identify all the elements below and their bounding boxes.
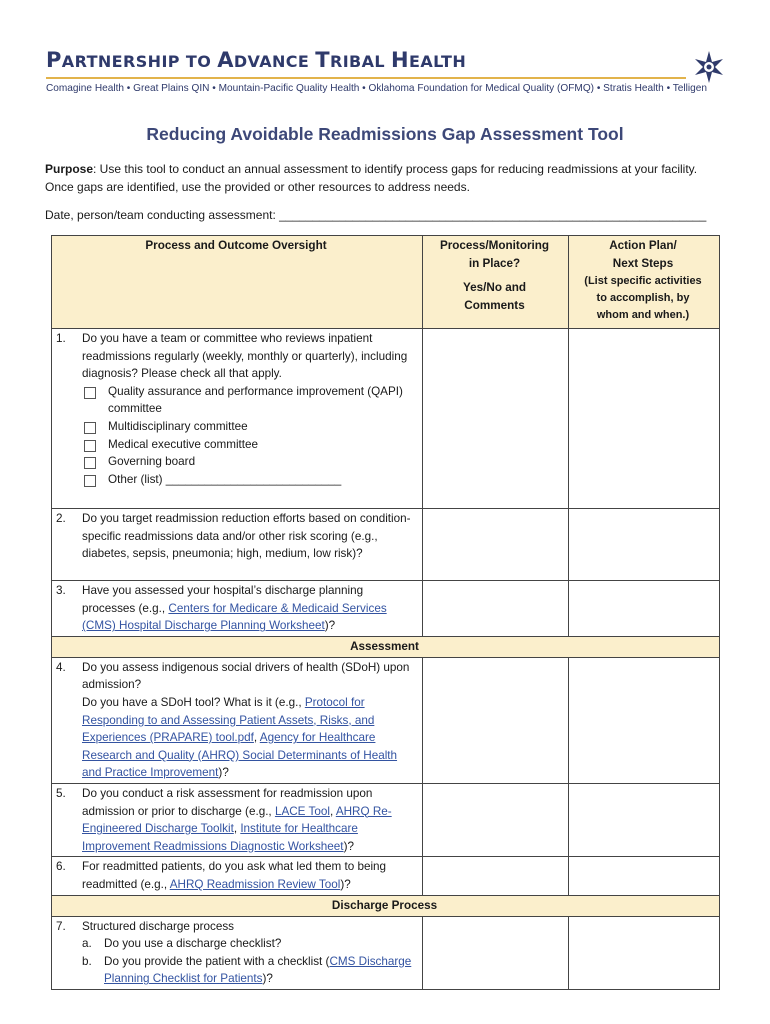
- lace-tool-link[interactable]: LACE Tool: [274, 804, 330, 818]
- table-row-q1: [52, 329, 720, 509]
- ahrq-readmission-review-link[interactable]: AHRQ Readmission Review Tool: [169, 877, 341, 891]
- question-number: 5.: [56, 786, 66, 800]
- cms-discharge-worksheet-link[interactable]: Centers for Medicare & Medicaid Services (CMS) Hospital Discharge Planning Worksheet: [82, 601, 387, 633]
- question-cell: 4. Do you assess indigenous social drivers of health (SDoH) upon admission? Do you have a SDoH tool? What is it (e.g., Protocol for Responding to and Assessing Patient Assets, Risks, and Experiences (PRAPARE) tool.pdf, Agency for Healthcare Research and Quality (AHRQ) Social Determinants of Health and Practice Improvement)?: [52, 657, 423, 783]
- committee-checklist: [82, 383, 416, 489]
- purpose-label: Purpose: [45, 162, 94, 176]
- table-row-q2: [52, 509, 720, 581]
- action-plan-answer[interactable]: [569, 916, 720, 989]
- purpose-text: : Use this tool to conduct an annual assessment to identify process gaps for reducing readmissions at your facility. Once gaps are identified, use the provided or other resources to address needs.: [45, 162, 698, 194]
- section-row-assessment: [52, 636, 720, 657]
- table-row-q7: [52, 916, 720, 989]
- process-monitoring-answer[interactable]: [423, 857, 569, 895]
- action-plan-answer[interactable]: [569, 509, 720, 581]
- checkbox-icon[interactable]: [84, 387, 96, 399]
- section-heading-discharge: Discharge Process: [52, 895, 720, 916]
- checklist-item[interactable]: Multidisciplinary committee: [82, 418, 416, 436]
- question-number: 4.: [56, 660, 66, 674]
- ahrq-sdoh-link[interactable]: Agency for Healthcare Research and Quality (AHRQ) Social Determinants of Health and Practice Improvement: [82, 731, 398, 780]
- table-row-q4: [52, 657, 720, 783]
- process-monitoring-answer[interactable]: [423, 657, 569, 783]
- question-text: Do you have a team or committee who reviews inpatient readmissions regularly (weekly, monthly or quarterly), including diagnosis? Please check all that apply.: [82, 332, 408, 381]
- question-text: Do you target readmission reduction efforts based on condition-specific readmissions data and/or other risk scoring (e.g., diabetes, sepsis, pneumonia; high, medium, low risk)?: [82, 512, 411, 561]
- question-cell: 7. Structured discharge process a. Do you use a discharge checklist? b. Do you provide the patient with a checklist (CMS Discharge Planning Checklist for Patients)?: [52, 916, 423, 989]
- process-monitoring-answer[interactable]: [423, 916, 569, 989]
- process-monitoring-answer[interactable]: [423, 581, 569, 637]
- organization-name: [46, 49, 686, 73]
- prapare-tool-link[interactable]: Protocol for Responding to and Assessing Patient Assets, Risks, and Experiences (PRAPARE) tool.pdf: [82, 695, 375, 745]
- question-cell: 5. Do you conduct a risk assessment for readmission upon admission or prior to discharge (e.g., LACE Tool, AHRQ Re-Engineered Discharge Toolkit, Institute for Healthcare Improvement Readmissions Diagnostic Worksheet)?: [52, 783, 423, 856]
- column-header-process-monitoring: Process/Monitoring in Place? Yes/No and Comments: [423, 236, 569, 329]
- action-plan-answer[interactable]: [569, 329, 720, 509]
- checkbox-icon[interactable]: [84, 457, 96, 469]
- table-row-q6: [52, 857, 720, 895]
- table-row-q3: [52, 581, 720, 637]
- question-number: 7.: [56, 919, 66, 933]
- sub-question-a: a. Do you use a discharge checklist?: [82, 937, 282, 951]
- checkbox-icon[interactable]: [84, 440, 96, 452]
- action-plan-answer[interactable]: [569, 857, 720, 895]
- action-plan-answer[interactable]: [569, 657, 720, 783]
- column-header-oversight: Process and Outcome Oversight: [52, 236, 423, 329]
- question-number: 6.: [56, 860, 66, 874]
- date-person-field[interactable]: Date, person/team conducting assessment: ________________________________________________________________: [45, 208, 707, 222]
- question-cell: [52, 509, 423, 581]
- star-icon: [692, 50, 726, 84]
- checklist-item[interactable]: Other (list) ___________________________: [82, 471, 416, 489]
- section-row-discharge: [52, 895, 720, 916]
- document-title: Reducing Avoidable Readmissions Gap Assessment Tool: [146, 124, 624, 144]
- question-cell: [52, 329, 423, 509]
- process-monitoring-answer[interactable]: [423, 783, 569, 856]
- checklist-item[interactable]: Governing board: [82, 453, 416, 471]
- ihi-diagnostic-worksheet-link[interactable]: Institute for Healthcare Improvement Readmissions Diagnostic Worksheet: [82, 822, 358, 853]
- header-divider: [46, 77, 686, 79]
- action-plan-answer[interactable]: [569, 581, 720, 637]
- process-monitoring-answer[interactable]: [423, 329, 569, 509]
- org-name-part: HEALTH: [391, 48, 467, 72]
- sub-question-b: b. Do you provide the patient with a checklist (CMS Discharge Planning Checklist for Patients)?: [82, 954, 412, 986]
- gap-assessment-table: [51, 235, 720, 990]
- table-header-row: [52, 236, 720, 329]
- section-heading-assessment: Assessment: [52, 636, 720, 657]
- question-cell: 3. Have you assessed your hospital’s discharge planning processes (e.g., Centers for Medicare & Medicaid Services (CMS) Hospital Discharge Planning Worksheet)?: [52, 581, 423, 637]
- checklist-item[interactable]: Medical executive committee: [82, 436, 416, 454]
- checklist-item[interactable]: Quality assurance and performance improvement (QAPI) committee: [82, 383, 416, 418]
- question-number: 1.: [56, 332, 66, 345]
- action-plan-answer[interactable]: [569, 783, 720, 856]
- table-row-q5: [52, 783, 720, 856]
- org-name-part: ADVANCE: [217, 48, 316, 72]
- org-name-part: TRIBAL: [315, 48, 392, 72]
- question-number: 2.: [56, 512, 66, 525]
- process-monitoring-answer[interactable]: [423, 509, 569, 581]
- checkbox-icon[interactable]: [84, 475, 96, 487]
- org-name-part: PARTNERSHIP TO: [46, 48, 218, 72]
- column-header-action-plan: Action Plan/ Next Steps (List specific activities to accomplish, by whom and when.): [569, 236, 720, 329]
- partner-organizations: Comagine Health • Great Plains QIN • Mountain-Pacific Quality Health • Oklahoma Foundation for Medical Quality (OFMQ) • Stratis Health • Telligen: [46, 83, 707, 94]
- checkbox-icon[interactable]: [84, 422, 96, 434]
- cms-patient-checklist-link[interactable]: CMS Discharge Planning Checklist for Patients: [104, 954, 412, 986]
- ahrq-red-toolkit-link[interactable]: AHRQ Re-Engineered Discharge Toolkit: [82, 804, 392, 836]
- question-cell: 6. For readmitted patients, do you ask what led them to being readmitted (e.g., AHRQ Readmission Review Tool)?: [52, 857, 423, 895]
- question-number: 3.: [56, 584, 66, 597]
- purpose-paragraph: [45, 160, 705, 196]
